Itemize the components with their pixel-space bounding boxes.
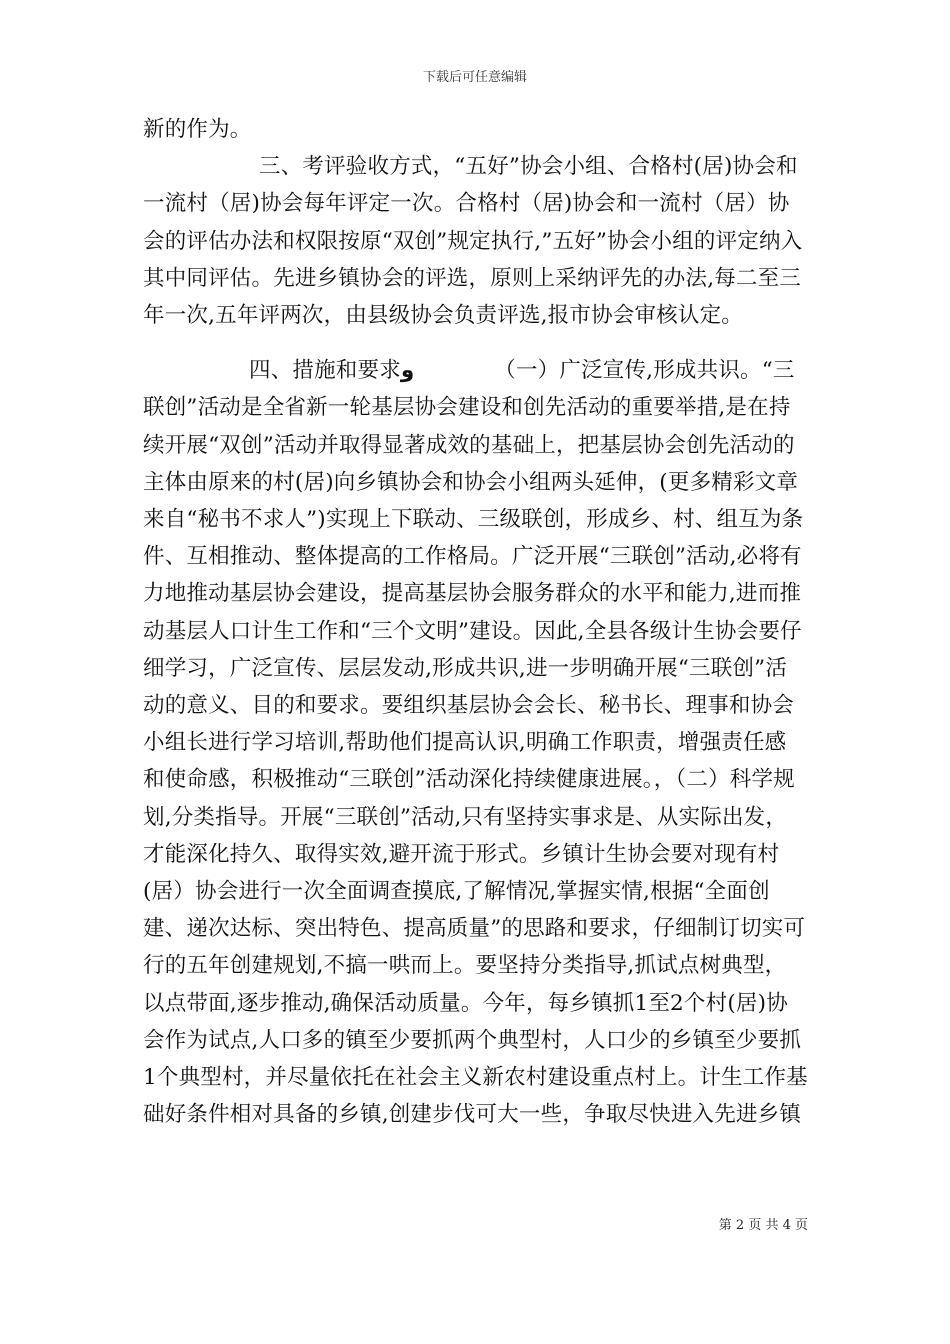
page-number: 第 2 页 共 4 页 (718, 1218, 808, 1233)
paragraph-continuation: 新的作为。 (143, 117, 252, 142)
page-header: 下载后可任意编辑 (422, 70, 527, 85)
stray-mark: و (400, 358, 415, 384)
section-heading: 四、措施和要求 (249, 358, 401, 384)
section-body: （一）广泛宣传,形成共识。“三联创”活动是全省新一轮基层协会建设和创先活动的重要举措,是在持续开展“双创”活动并取得显著成效的基础上，把基层协会创先活动的主体由原来的村(居)向乡镇协会和协会小组两头延伸，(更多精彩文章来自“秘书不求人”)实现上下联动、三级联创，形成乡、村、组互为条件、互相推动、整体提高的工作格局。广泛开展“三联创”活动,必将有力地推动基层协会建设，提高基层协会服务群众的水平和能力,进而推动基层人口计生工作和“三个文明”建设。因此,全县各级计生协会要仔细学习，广泛宣传、层层发动,形成共识,进一步明确开展“三联创”活动的意义、目的和要求。要组织基层协会会长、秘书长、理事和协会小组长进行学习培训,帮助他们提高认识,明确工作职责，增强责任感和使命感，积极推动“三联创”活动深化持续健康进展。，（二）科学规划,分类指导。开展“三联创”活动,只有坚持实事求是、从实际出发，才能深化持久、取得实效,避开流于形式。乡镇计生协会要对现有村(居）协会进行一次全面调查摸底,了解情况,掌握实情,根据“全面创建、递次达标、突出特色、提高质量”的思路和要求，仔细制订切实可行的五年创建规划,不搞一哄而上。要坚持分类指导,抓试点树典型，以点带面,逐步推动,确保活动质量。今年，每乡镇抓1至2个村(居)协会作为试点,人口多的镇至少要抓两个典型村，人口少的乡镇至少要抓1个典型村，并尽量依托在社会主义新农村建设重点村上。计生工作基础好条件相对具备的乡镇,创建步伐可大一些，争取尽快进入先进乡镇 (143, 358, 808, 1128)
document-body (143, 111, 808, 1133)
paragraph-measures (143, 352, 808, 1133)
paragraph-assessment: 三、考评验收方式，“五好”协会小组、合格村(居)协会和一流村（居)协会每年评定一次。合格村（居)协会和一流村（居）协会的评估办法和权限按原“双创”规定执行,”五好”协会小组的评定纳入其中同评估。先进乡镇协会的评选，原则上采纳评先的办法,每二至三年一次,五年评两次，由县级协会负责评选,报市协会审核认定。 (143, 154, 803, 329)
